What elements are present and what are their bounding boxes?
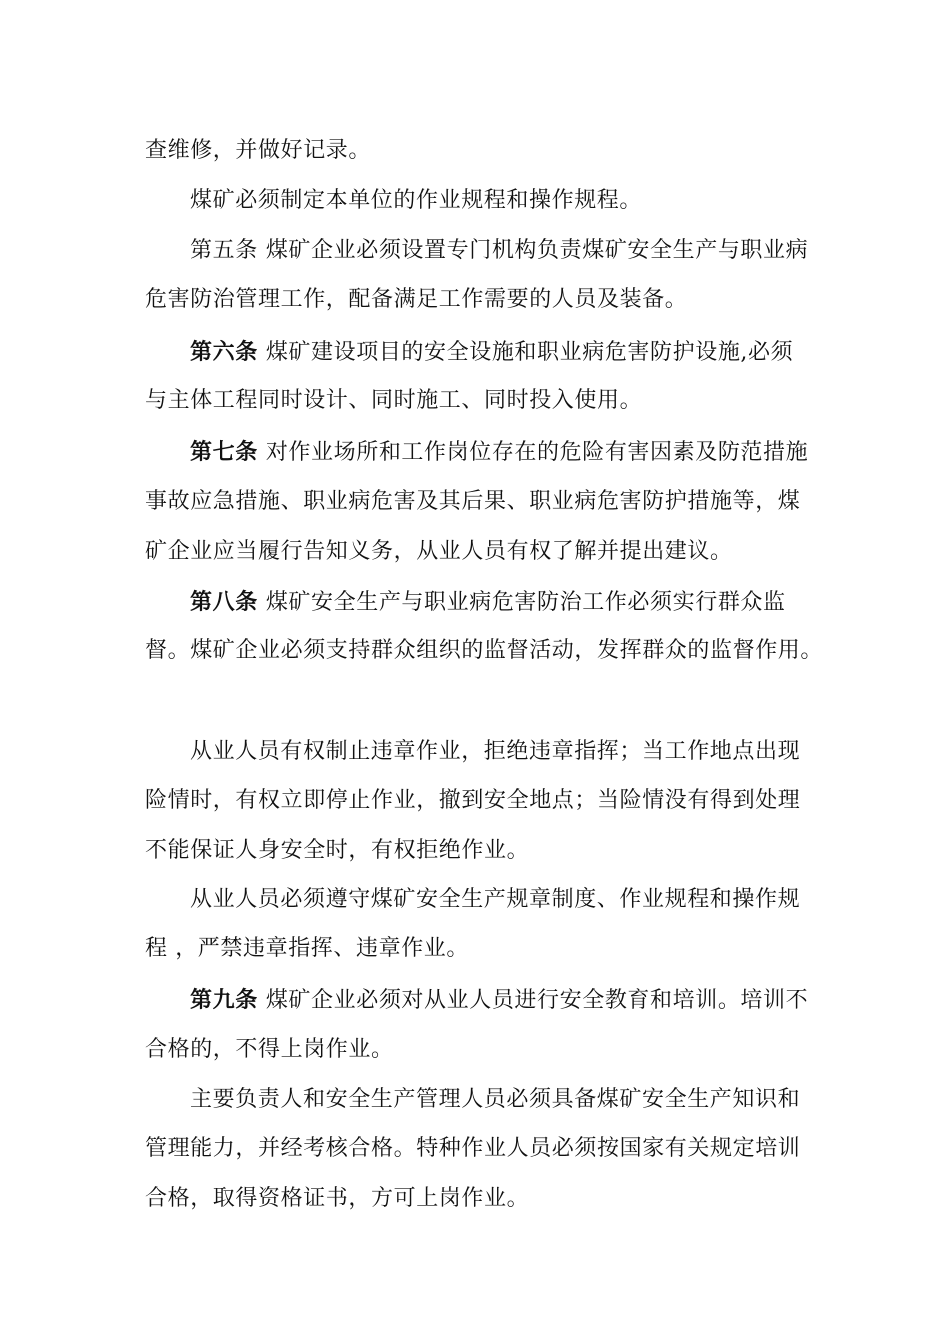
text-line: 险情时，有权立即停止作业，撤到安全地点；当险情没有得到处理 xyxy=(145,788,801,813)
text-line: 主要负责人和安全生产管理人员必须具备煤矿安全生产知识和 xyxy=(190,1087,801,1112)
text-line: 合格，取得资格证书，方可上岗作业。 xyxy=(145,1186,530,1211)
text-span: 煤矿建设项目的安全设施和职业病危害防护设施,必须 xyxy=(265,340,794,365)
text-line: 督。煤矿企业必须支持群众组织的监督活动，发挥群众的监督作用。 xyxy=(145,638,824,663)
article-number: 第八条 xyxy=(190,589,258,615)
text-line: 程 ，严禁违章指挥、违章作业。 xyxy=(145,936,469,961)
article-9-first-line xyxy=(190,985,870,1016)
article-7-first-line xyxy=(190,437,870,468)
article-6-first-line xyxy=(190,337,870,368)
text-span: 煤矿企业必须设置专门机构负责煤矿安全生产与职业病 xyxy=(265,238,809,263)
text-line: 不能保证人身安全时，有权拒绝作业。 xyxy=(145,838,530,863)
text-line: 查维修，并做好记录。 xyxy=(145,138,372,163)
text-line: 合格的，不得上岗作业。 xyxy=(145,1037,394,1062)
text-line: 煤矿必须制定本单位的作业规程和操作规程。 xyxy=(190,188,643,213)
text-span: 煤矿安全生产与职业病危害防治工作必须实行群众监 xyxy=(265,590,786,615)
article-number: 第九条 xyxy=(190,987,258,1013)
article-5-first-line xyxy=(190,236,870,266)
text-span: 煤矿企业必须对从业人员进行安全教育和培训。培训不 xyxy=(265,988,809,1013)
article-8-first-line xyxy=(190,587,870,618)
text-line: 从业人员必须遵守煤矿安全生产规章制度、作业规程和操作规 xyxy=(190,887,801,912)
text-line: 事故应急措施、职业病危害及其后果、职业病危害防护措施等，煤 xyxy=(145,489,801,514)
text-line: 矿企业应当履行告知义务，从业人员有权了解并提出建议。 xyxy=(145,539,733,564)
text-span: 对作业场所和工作岗位存在的危险有害因素及防范措施 xyxy=(265,440,809,465)
article-number: 第五条 xyxy=(190,238,258,263)
article-number: 第七条 xyxy=(190,439,258,465)
text-line: 与主体工程同时设计、同时施工、同时投入使用。 xyxy=(145,388,643,413)
text-line: 危害防治管理工作，配备满足工作需要的人员及装备。 xyxy=(145,287,688,312)
text-line: 管理能力，并经考核合格。特种作业人员必须按国家有关规定培训 xyxy=(145,1136,801,1161)
article-number: 第六条 xyxy=(190,339,258,365)
text-line: 从业人员有权制止违章作业，拒绝违章指挥；当工作地点出现 xyxy=(190,739,801,764)
